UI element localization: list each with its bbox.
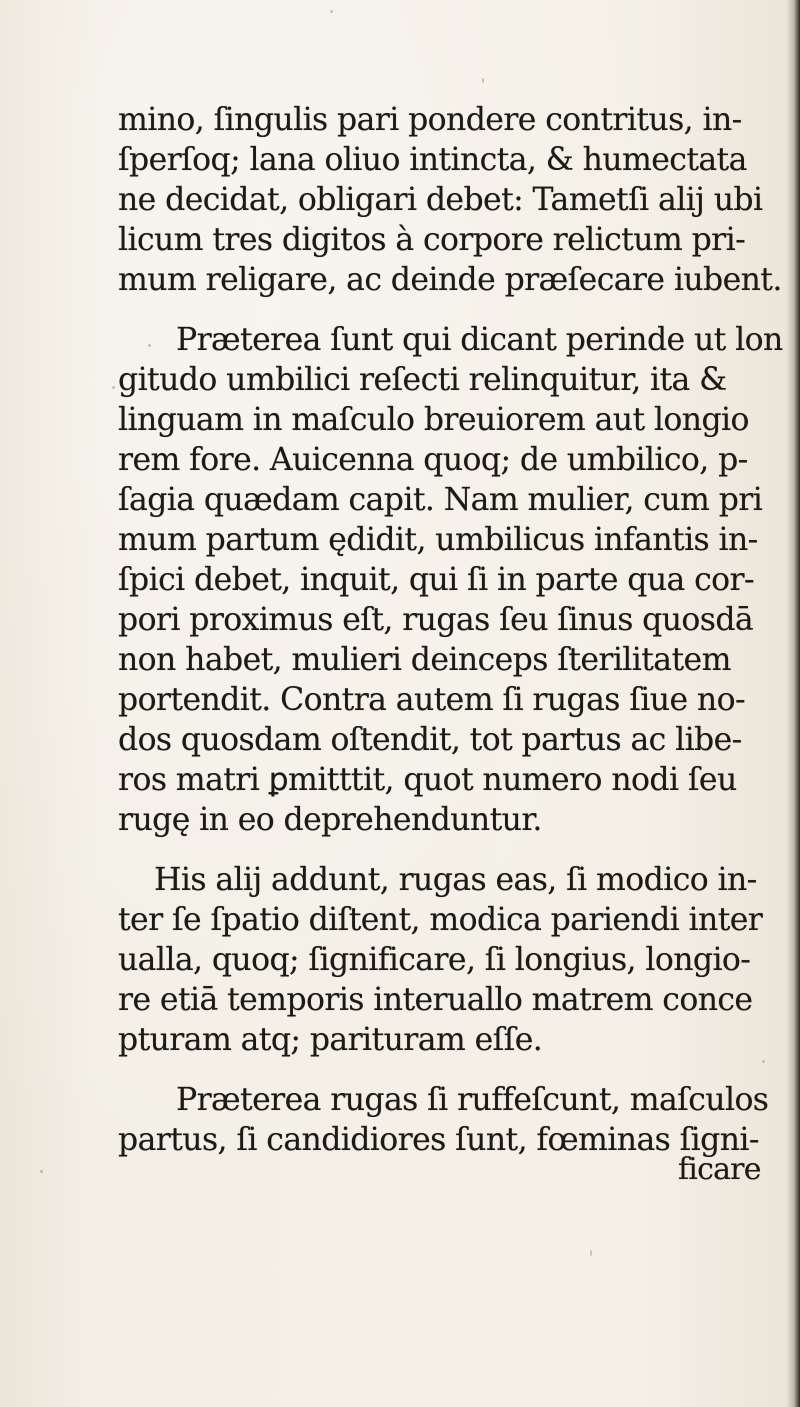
text-line: ros matri ꝑmitttit, quot numero nodi ſeu: [118, 762, 737, 798]
text-line: ter ſe ſpatio diſtent, modica pariendi inter: [118, 902, 763, 938]
text-line: gitudo umbilici reſecti relinquitur, ita &: [118, 362, 727, 398]
page-gutter-shadow: [786, 0, 800, 1407]
text-line: mum religare, ac deinde præſecare iubent.: [118, 262, 782, 298]
paper-speck: [40, 1170, 43, 1173]
paper-speck: [330, 10, 333, 13]
catchword: ficare: [678, 1152, 761, 1187]
text-line: rem fore. Auicenna quoq; de umbilico, p-: [118, 442, 748, 478]
text-line: pturam atq; parituram eſſe.: [118, 1022, 543, 1058]
text-line: ſpici debet, inquit, qui ſi in parte qua cor-: [118, 562, 755, 598]
text-line: re etiā temporis interuallo matrem conce: [118, 982, 753, 1018]
text-line: rugę in eo deprehenduntur.: [118, 802, 542, 838]
text-line: linguam in maſculo breuiorem aut longio: [118, 402, 749, 438]
text-line: partus, ſi candidiores ſunt, fœminas ſigni-: [118, 1122, 759, 1158]
text-line: ualla, quoq; ſignificare, ſi longius, longio-: [118, 942, 751, 978]
text-line: portendit. Contra autem ſi rugas ſiue no-: [118, 682, 745, 718]
text-line: non habet, mulieri deinceps ſterilitatem: [118, 642, 731, 678]
paper-speck: [590, 1250, 592, 1256]
paper-speck: [148, 344, 151, 347]
text-line: dos quosdam oſtendit, tot partus ac libe-: [118, 722, 742, 758]
text-line: Præterea ſunt qui dicant perinde ut lon: [176, 322, 783, 358]
paper-speck: [762, 1060, 765, 1063]
text-line: Præterea rugas ſi ruffeſcunt, maſculos: [176, 1082, 769, 1118]
text-line: mino, ſingulis pari pondere contritus, in-: [118, 102, 742, 138]
text-line: licum tres digitos à corpore relictum pri-: [118, 222, 746, 258]
text-line: ſperſoq; lana oliuo intincta, & humectata: [118, 142, 747, 178]
paper-speck: [482, 78, 484, 83]
text-line: His alij addunt, rugas eas, ſi modico in-: [154, 862, 757, 898]
text-line: ſagia quædam capit. Nam mulier, cum pri: [118, 482, 763, 518]
paper-speck: [112, 386, 115, 389]
text-line: ne decidat, obligari debet: Tametſi alij ubi: [118, 182, 763, 218]
text-line: pori proximus eſt, rugas ſeu ſinus quosdā: [118, 602, 754, 638]
text-line: mum partum ędidit, umbilicus infantis in-: [118, 522, 758, 558]
